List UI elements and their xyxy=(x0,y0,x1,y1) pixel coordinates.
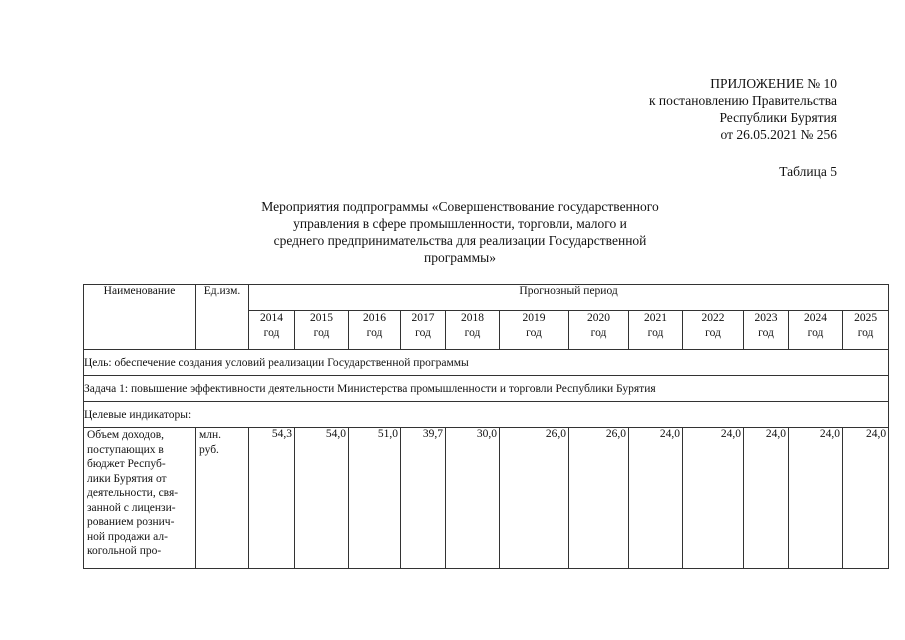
year-header: 2024 год xyxy=(789,311,843,350)
year-header: 2022 год xyxy=(683,311,744,350)
indicator-name: Объем доходов, поступающих в бюджет Респуб- лики Бурятия от деятельности, свя- занной с лицензи- рованием рознич- ной продажи ал- когольной про- xyxy=(84,428,196,569)
value-cell: 54,0 xyxy=(295,428,349,569)
document-title xyxy=(230,198,690,266)
appendix-number: ПРИЛОЖЕНИЕ № 10 xyxy=(710,76,837,91)
year-header: 2015 год xyxy=(295,311,349,350)
appendix-date: от 26.05.2021 № 256 xyxy=(720,127,837,142)
measures-table xyxy=(83,284,889,569)
title-line: среднего предпринимательства для реализации Государственной xyxy=(273,233,647,248)
appendix-ref-region: Республики Бурятия xyxy=(719,110,837,125)
value-cell: 26,0 xyxy=(569,428,629,569)
column-header-forecast: Прогнозный период xyxy=(249,285,889,311)
value-cell: 24,0 xyxy=(843,428,889,569)
value-cell: 24,0 xyxy=(744,428,789,569)
title-line: Мероприятия подпрограммы «Совершенствование государственного xyxy=(261,199,659,214)
year-header: 2023 год xyxy=(744,311,789,350)
value-cell: 26,0 xyxy=(500,428,569,569)
goal-row: Цель: обеспечение создания условий реализации Государственной программы xyxy=(84,350,889,376)
column-header-name: Наименование xyxy=(84,285,196,350)
indicator-unit: млн. руб. xyxy=(196,428,249,569)
value-cell: 54,3 xyxy=(249,428,295,569)
year-header: 2014 год xyxy=(249,311,295,350)
value-cell: 30,0 xyxy=(446,428,500,569)
year-header: 2019 год xyxy=(500,311,569,350)
value-cell: 24,0 xyxy=(683,428,744,569)
year-header: 2018 год xyxy=(446,311,500,350)
year-header: 2016 год xyxy=(349,311,401,350)
indicators-row: Целевые индикаторы: xyxy=(84,402,889,428)
appendix-header xyxy=(649,75,837,143)
table-row xyxy=(84,428,889,569)
year-header: 2021 год xyxy=(629,311,683,350)
title-line: программы» xyxy=(424,250,496,265)
value-cell: 24,0 xyxy=(789,428,843,569)
year-header: 2020 год xyxy=(569,311,629,350)
year-header: 2025 год xyxy=(843,311,889,350)
column-header-unit: Ед.изм. xyxy=(196,285,249,350)
table-label: Таблица 5 xyxy=(779,164,837,179)
appendix-ref: к постановлению Правительства xyxy=(648,93,837,108)
task-row: Задача 1: повышение эффективности деятельности Министерства промышленности и торговли Республики Бурятия xyxy=(84,376,889,402)
title-line: управления в сфере промышленности, торговли, малого и xyxy=(293,216,627,231)
value-cell: 39,7 xyxy=(401,428,446,569)
year-header: 2017 год xyxy=(401,311,446,350)
value-cell: 24,0 xyxy=(629,428,683,569)
value-cell: 51,0 xyxy=(349,428,401,569)
